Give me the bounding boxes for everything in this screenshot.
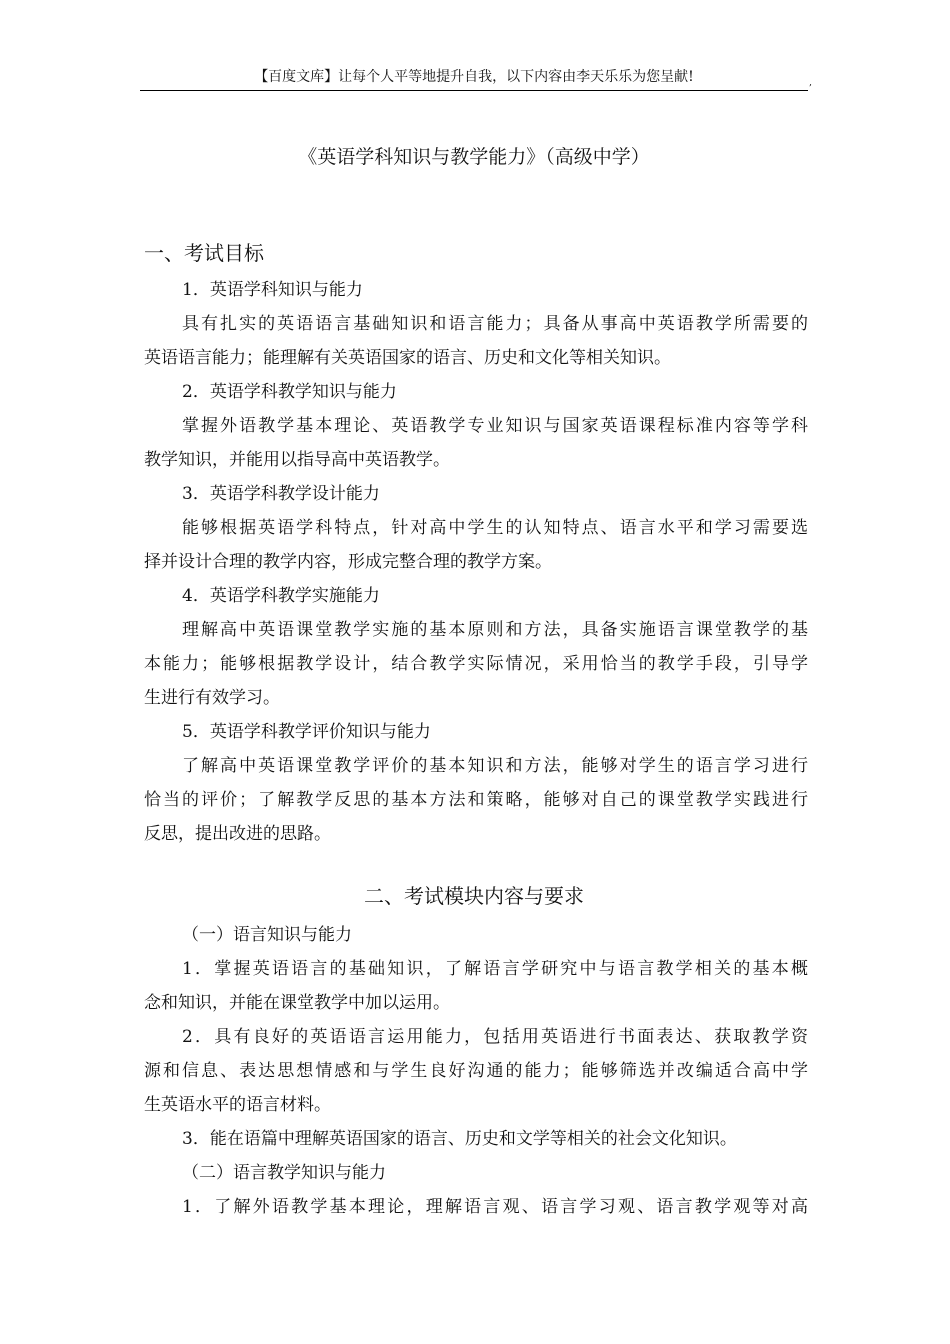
- paragraph-line: 理解高中英语课堂教学实施的基本原则和方法，具备实施语言课堂教学的基: [182, 620, 808, 640]
- paragraph-line: 具有扎实的英语语言基础知识和语言能力；具备从事高中英语教学所需要的: [182, 314, 808, 334]
- paragraph-line: 择并设计合理的教学内容，形成完整合理的教学方案。: [144, 552, 552, 572]
- item-heading: 5．英语学科教学评价知识与能力: [182, 722, 431, 742]
- paragraph-line: 3．能在语篇中理解英语国家的语言、历史和文学等相关的社会文化知识。: [182, 1129, 737, 1149]
- document-title: 《英语学科知识与教学能力》（高级中学）: [298, 146, 650, 168]
- header-mark: ,: [809, 78, 812, 88]
- subsection-heading: （一）语言知识与能力: [182, 925, 352, 945]
- item-heading: 1．英语学科知识与能力: [182, 280, 363, 300]
- paragraph-line: 了解高中英语课堂教学评价的基本知识和方法，能够对学生的语言学习进行: [182, 756, 808, 776]
- paragraph-line: 掌握外语教学基本理论、英语教学专业知识与国家英语课程标准内容等学科: [182, 416, 808, 436]
- paragraph-line: 反思，提出改进的思路。: [144, 824, 331, 844]
- item-heading: 3．英语学科教学设计能力: [182, 484, 380, 504]
- paragraph-line: 2．具有良好的英语语言运用能力，包括用英语进行书面表达、获取教学资: [182, 1027, 808, 1047]
- subsection-heading: （二）语言教学知识与能力: [182, 1163, 386, 1183]
- paragraph-line: 恰当的评价；了解教学反思的基本方法和策略，能够对自己的课堂教学实践进行: [144, 790, 808, 810]
- section-heading-exam-objectives: 一、考试目标: [144, 241, 264, 265]
- page-header: [140, 64, 812, 91]
- paragraph-line: 源和信息、表达思想情感和与学生良好沟通的能力；能够筛选并改编适合高中学: [144, 1061, 808, 1081]
- paragraph-line: 生进行有效学习。: [144, 688, 280, 708]
- item-heading: 2．英语学科教学知识与能力: [182, 382, 397, 402]
- paragraph-line: 念和知识，并能在课堂教学中加以运用。: [144, 993, 450, 1013]
- paragraph-line: 英语语言能力；能理解有关英语国家的语言、历史和文化等相关知识。: [144, 348, 671, 368]
- paragraph-line: 生英语水平的语言材料。: [144, 1095, 331, 1115]
- paragraph-line: 1．了解外语教学基本理论，理解语言观、语言学习观、语言教学观等对高: [182, 1197, 808, 1217]
- paragraph-line: 1．掌握英语语言的基础知识，了解语言学研究中与语言教学相关的基本概: [182, 959, 808, 979]
- item-heading: 4．英语学科教学实施能力: [182, 586, 380, 606]
- paragraph-line: 教学知识，并能用以指导高中英语教学。: [144, 450, 450, 470]
- paragraph-line: 能够根据英语学科特点，针对高中学生的认知特点、语言水平和学习需要选: [182, 518, 808, 538]
- paragraph-line: 本能力；能够根据教学设计，结合教学实际情况，采用恰当的教学手段，引导学: [144, 654, 808, 674]
- section-heading-exam-modules: 二、考试模块内容与要求: [364, 884, 584, 908]
- header-text: 【百度文库】让每个人平等地提升自我，以下内容由李天乐乐为您呈献!: [254, 69, 694, 85]
